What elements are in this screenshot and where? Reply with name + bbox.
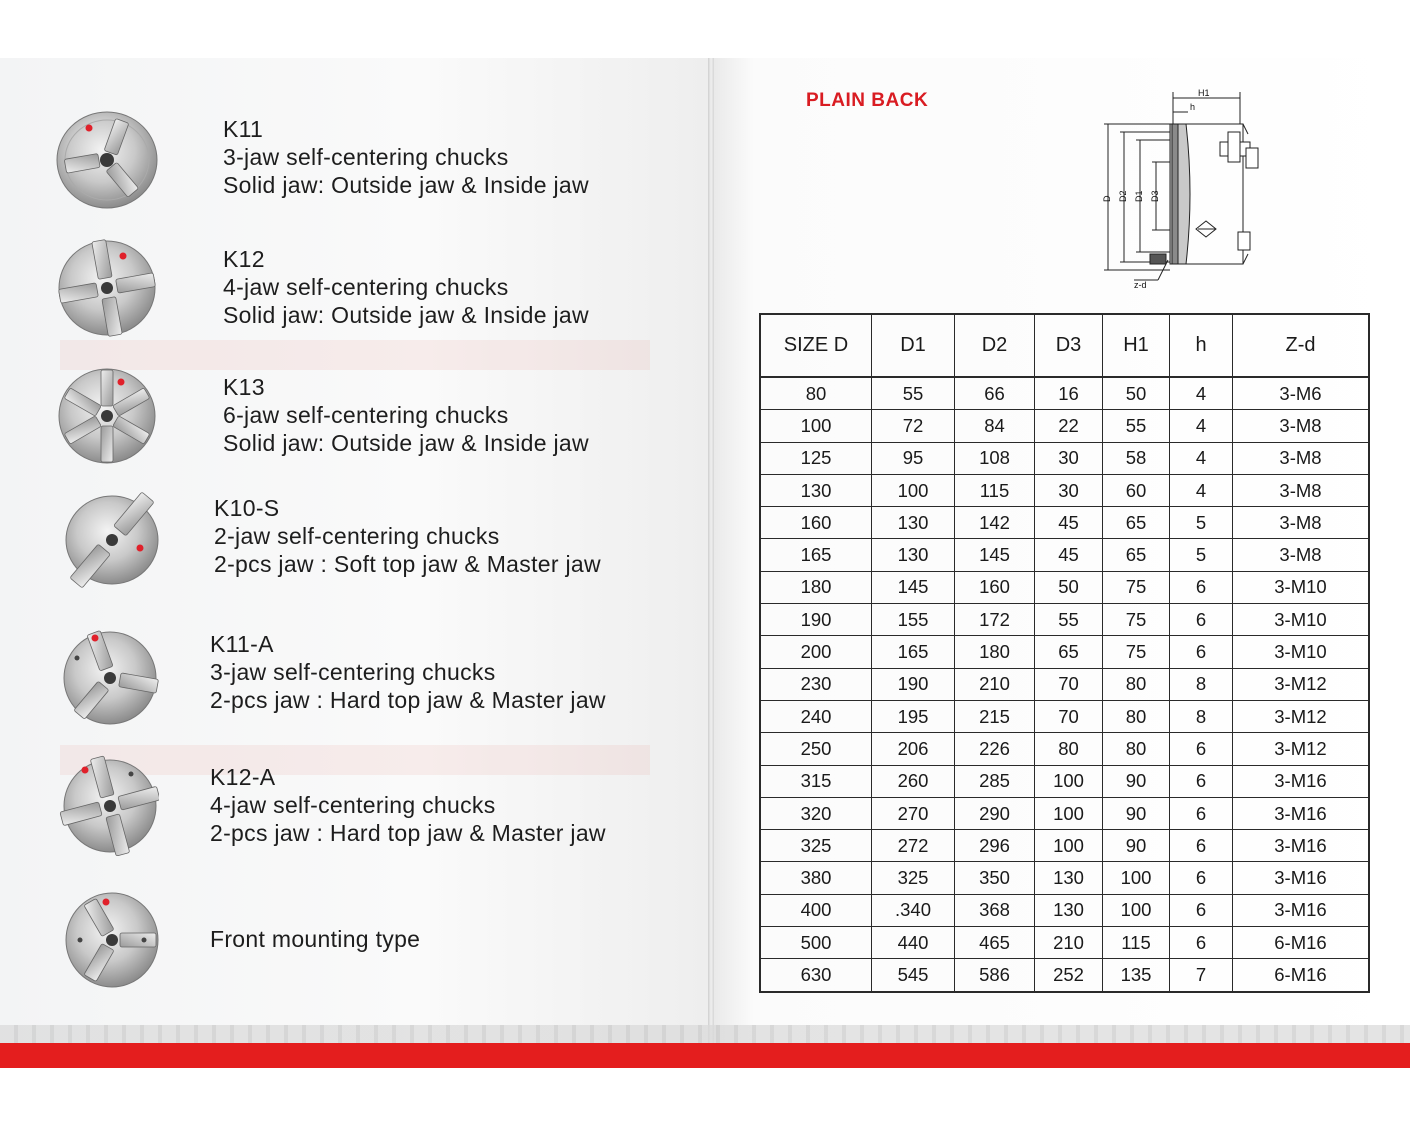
table-cell: 22 <box>1035 410 1103 442</box>
table-cell: 190 <box>760 604 872 636</box>
table-cell: 100 <box>1103 862 1170 894</box>
column-header: H1 <box>1103 314 1170 377</box>
table-cell: 142 <box>955 507 1035 539</box>
four-jaw-chuck-icon <box>55 752 159 856</box>
label-h: h <box>1190 102 1196 112</box>
table-cell: 3-M8 <box>1233 442 1370 474</box>
table-cell: 8 <box>1170 668 1233 700</box>
table-cell: 3-M16 <box>1233 830 1370 862</box>
product-desc-line1: 6-jaw self-centering chucks <box>223 402 509 428</box>
table-cell: 8 <box>1170 700 1233 732</box>
product-code: K12-A <box>210 764 276 790</box>
product-k10s <box>214 494 601 578</box>
table-cell: 100 <box>1103 894 1170 926</box>
table-cell: 72 <box>872 410 955 442</box>
table-cell: 115 <box>955 474 1035 506</box>
table-cell: 55 <box>1103 410 1170 442</box>
table-cell: 80 <box>1035 733 1103 765</box>
table-row <box>760 700 1369 732</box>
bottom-red-bar <box>0 1043 1410 1068</box>
table-cell: 3-M8 <box>1233 539 1370 571</box>
table-cell: 165 <box>872 636 955 668</box>
book-spine <box>708 58 714 1068</box>
table-body <box>760 377 1369 992</box>
chuck-dimension-diagram <box>1098 84 1298 294</box>
table-cell: 45 <box>1035 507 1103 539</box>
table-cell: 4 <box>1170 474 1233 506</box>
table-cell: 210 <box>955 668 1035 700</box>
table-row <box>760 862 1369 894</box>
product-desc-line1: 4-jaw self-centering chucks <box>210 792 496 818</box>
table-cell: 285 <box>955 765 1035 797</box>
table-cell: 6 <box>1170 862 1233 894</box>
table-cell: 440 <box>872 927 955 959</box>
table-cell: 65 <box>1035 636 1103 668</box>
product-code: K11 <box>223 116 264 142</box>
table-cell: 75 <box>1103 571 1170 603</box>
table-cell: 100 <box>1035 797 1103 829</box>
table-cell: 586 <box>955 959 1035 992</box>
table-cell: 100 <box>1035 830 1103 862</box>
product-desc-line2: Solid jaw: Outside jaw & Inside jaw <box>223 172 589 198</box>
table-row <box>760 959 1369 992</box>
table-header-row <box>760 314 1369 377</box>
six-jaw-chuck-icon <box>55 364 159 468</box>
table-cell: 6 <box>1170 636 1233 668</box>
table-cell: 320 <box>760 797 872 829</box>
table-cell: 200 <box>760 636 872 668</box>
table-cell: 3-M16 <box>1233 797 1370 829</box>
table-cell: 90 <box>1103 830 1170 862</box>
table-cell: 270 <box>872 797 955 829</box>
table-cell: 30 <box>1035 474 1103 506</box>
section-title: PLAIN BACK <box>806 90 929 111</box>
table-cell: 6 <box>1170 733 1233 765</box>
table-cell: 70 <box>1035 700 1103 732</box>
table-cell: 3-M8 <box>1233 410 1370 442</box>
table-cell: 7 <box>1170 959 1233 992</box>
table-cell: 325 <box>872 862 955 894</box>
table-cell: 3-M16 <box>1233 765 1370 797</box>
product-k12a <box>210 763 606 847</box>
table-row <box>760 894 1369 926</box>
table-cell: 55 <box>1035 604 1103 636</box>
table-row <box>760 377 1369 410</box>
table-cell: 3-M8 <box>1233 474 1370 506</box>
table-cell: 130 <box>872 507 955 539</box>
table-cell: 6-M16 <box>1233 959 1370 992</box>
table-cell: 160 <box>760 507 872 539</box>
product-desc-line1: 2-jaw self-centering chucks <box>214 523 500 549</box>
table-row <box>760 927 1369 959</box>
table-row <box>760 507 1369 539</box>
table-cell: 5 <box>1170 539 1233 571</box>
table-row <box>760 733 1369 765</box>
table-cell: 65 <box>1103 539 1170 571</box>
table-cell: 6-M16 <box>1233 927 1370 959</box>
three-jaw-chuck-icon <box>55 624 159 728</box>
product-k13 <box>223 373 589 457</box>
table-row <box>760 636 1369 668</box>
table-cell: 230 <box>760 668 872 700</box>
table-cell: 16 <box>1035 377 1103 410</box>
table-cell: 80 <box>760 377 872 410</box>
table-cell: 3-M10 <box>1233 604 1370 636</box>
table-cell: 4 <box>1170 442 1233 474</box>
table-cell: 80 <box>1103 700 1170 732</box>
table-cell: 210 <box>1035 927 1103 959</box>
table-row <box>760 668 1369 700</box>
table-cell: 70 <box>1035 668 1103 700</box>
table-cell: 90 <box>1103 765 1170 797</box>
table-cell: 58 <box>1103 442 1170 474</box>
table-row <box>760 442 1369 474</box>
table-cell: 65 <box>1103 507 1170 539</box>
table-cell: 125 <box>760 442 872 474</box>
product-desc-line1: 3-jaw self-centering chucks <box>210 659 496 685</box>
product-desc-line1: 4-jaw self-centering chucks <box>223 274 509 300</box>
table-cell: 6 <box>1170 927 1233 959</box>
table-cell: 325 <box>760 830 872 862</box>
product-desc-line1: 3-jaw self-centering chucks <box>223 144 509 170</box>
column-header: SIZE D <box>760 314 872 377</box>
table-cell: 100 <box>872 474 955 506</box>
table-cell: 50 <box>1035 571 1103 603</box>
table-cell: 6 <box>1170 604 1233 636</box>
table-cell: 272 <box>872 830 955 862</box>
table-cell: 130 <box>760 474 872 506</box>
table-row <box>760 797 1369 829</box>
table-cell: 3-M12 <box>1233 700 1370 732</box>
label-h1: H1 <box>1198 88 1210 98</box>
table-cell: 5 <box>1170 507 1233 539</box>
table-cell: 226 <box>955 733 1035 765</box>
label-d: D <box>1102 195 1112 202</box>
product-desc-line2: 2-pcs jaw : Hard top jaw & Master jaw <box>210 687 606 713</box>
column-header: h <box>1170 314 1233 377</box>
table-cell: 215 <box>955 700 1035 732</box>
table-cell: 145 <box>955 539 1035 571</box>
table-cell: 3-M12 <box>1233 668 1370 700</box>
table-cell: 130 <box>1035 894 1103 926</box>
table-cell: 260 <box>872 765 955 797</box>
column-header: D3 <box>1035 314 1103 377</box>
table-cell: 66 <box>955 377 1035 410</box>
table-cell: 250 <box>760 733 872 765</box>
table-cell: 315 <box>760 765 872 797</box>
table-cell: 75 <box>1103 636 1170 668</box>
product-code: K12 <box>223 246 265 272</box>
table-cell: 500 <box>760 927 872 959</box>
product-k12 <box>223 245 589 329</box>
table-cell: 130 <box>872 539 955 571</box>
table-cell: 45 <box>1035 539 1103 571</box>
table-cell: 465 <box>955 927 1035 959</box>
two-jaw-chuck-icon <box>60 484 164 588</box>
table-cell: 90 <box>1103 797 1170 829</box>
table-row <box>760 571 1369 603</box>
table-cell: 3-M12 <box>1233 733 1370 765</box>
table-cell: 155 <box>872 604 955 636</box>
table-cell: 252 <box>1035 959 1103 992</box>
table-cell: 172 <box>955 604 1035 636</box>
product-desc-line2: Solid jaw: Outside jaw & Inside jaw <box>223 430 589 456</box>
table-cell: 4 <box>1170 410 1233 442</box>
column-header: D2 <box>955 314 1035 377</box>
bottom-grey-strip <box>0 1025 1410 1043</box>
table-cell: 3-M16 <box>1233 862 1370 894</box>
table-cell: 75 <box>1103 604 1170 636</box>
table-row <box>760 474 1369 506</box>
table-cell: 195 <box>872 700 955 732</box>
table-cell: 6 <box>1170 797 1233 829</box>
table-cell: 240 <box>760 700 872 732</box>
table-cell: 6 <box>1170 830 1233 862</box>
product-desc-line2: Solid jaw: Outside jaw & Inside jaw <box>223 302 589 328</box>
table-cell: 55 <box>872 377 955 410</box>
table-cell: 180 <box>760 571 872 603</box>
table-cell: 400 <box>760 894 872 926</box>
table-row <box>760 765 1369 797</box>
product-k11a <box>210 630 606 714</box>
table-cell: 190 <box>872 668 955 700</box>
table-cell: 30 <box>1035 442 1103 474</box>
table-cell: 3-M8 <box>1233 507 1370 539</box>
label-d3: D3 <box>1150 190 1160 202</box>
table-cell: 3-M6 <box>1233 377 1370 410</box>
table-cell: 115 <box>1103 927 1170 959</box>
table-cell: 100 <box>1035 765 1103 797</box>
table-cell: 6 <box>1170 571 1233 603</box>
table-cell: 80 <box>1103 733 1170 765</box>
table-cell: 545 <box>872 959 955 992</box>
table-cell: 165 <box>760 539 872 571</box>
table-cell: 180 <box>955 636 1035 668</box>
table-row <box>760 539 1369 571</box>
table-cell: 95 <box>872 442 955 474</box>
table-cell: 3-M10 <box>1233 636 1370 668</box>
column-header: Z-d <box>1233 314 1370 377</box>
four-jaw-chuck-icon <box>55 236 159 340</box>
table-cell: 290 <box>955 797 1035 829</box>
table-cell: 3-M10 <box>1233 571 1370 603</box>
table-cell: 630 <box>760 959 872 992</box>
label-zd: z-d <box>1134 280 1147 290</box>
table-cell: 6 <box>1170 894 1233 926</box>
table-cell: 3-M16 <box>1233 894 1370 926</box>
product-desc-line2: 2-pcs jaw : Hard top jaw & Master jaw <box>210 820 606 846</box>
table-row <box>760 830 1369 862</box>
table-cell: 206 <box>872 733 955 765</box>
specification-table <box>759 313 1370 993</box>
column-header: D1 <box>872 314 955 377</box>
table-cell: 6 <box>1170 765 1233 797</box>
product-front-mount <box>210 925 420 953</box>
table-cell: 296 <box>955 830 1035 862</box>
table-cell: 135 <box>1103 959 1170 992</box>
table-cell: 60 <box>1103 474 1170 506</box>
table-cell: 145 <box>872 571 955 603</box>
table-cell: 50 <box>1103 377 1170 410</box>
table-cell: 100 <box>760 410 872 442</box>
table-cell: 160 <box>955 571 1035 603</box>
product-desc-line2: 2-pcs jaw : Soft top jaw & Master jaw <box>214 551 601 577</box>
table-cell: 80 <box>1103 668 1170 700</box>
table-cell: 130 <box>1035 862 1103 894</box>
table-cell: 380 <box>760 862 872 894</box>
table-cell: 368 <box>955 894 1035 926</box>
table-cell: 350 <box>955 862 1035 894</box>
table-cell: .340 <box>872 894 955 926</box>
label-d1: D1 <box>1134 190 1144 202</box>
table-row <box>760 604 1369 636</box>
product-desc-line1: Front mounting type <box>210 926 421 952</box>
table-cell: 4 <box>1170 377 1233 410</box>
table-cell: 84 <box>955 410 1035 442</box>
table-cell: 108 <box>955 442 1035 474</box>
front-mount-chuck-icon <box>60 888 164 992</box>
table-row <box>760 410 1369 442</box>
label-d2: D2 <box>1118 190 1128 202</box>
product-code: K11-A <box>210 631 274 657</box>
product-code: K13 <box>223 374 265 400</box>
product-k11 <box>223 115 589 199</box>
three-jaw-chuck-icon <box>55 108 159 212</box>
product-code: K10-S <box>214 495 280 521</box>
